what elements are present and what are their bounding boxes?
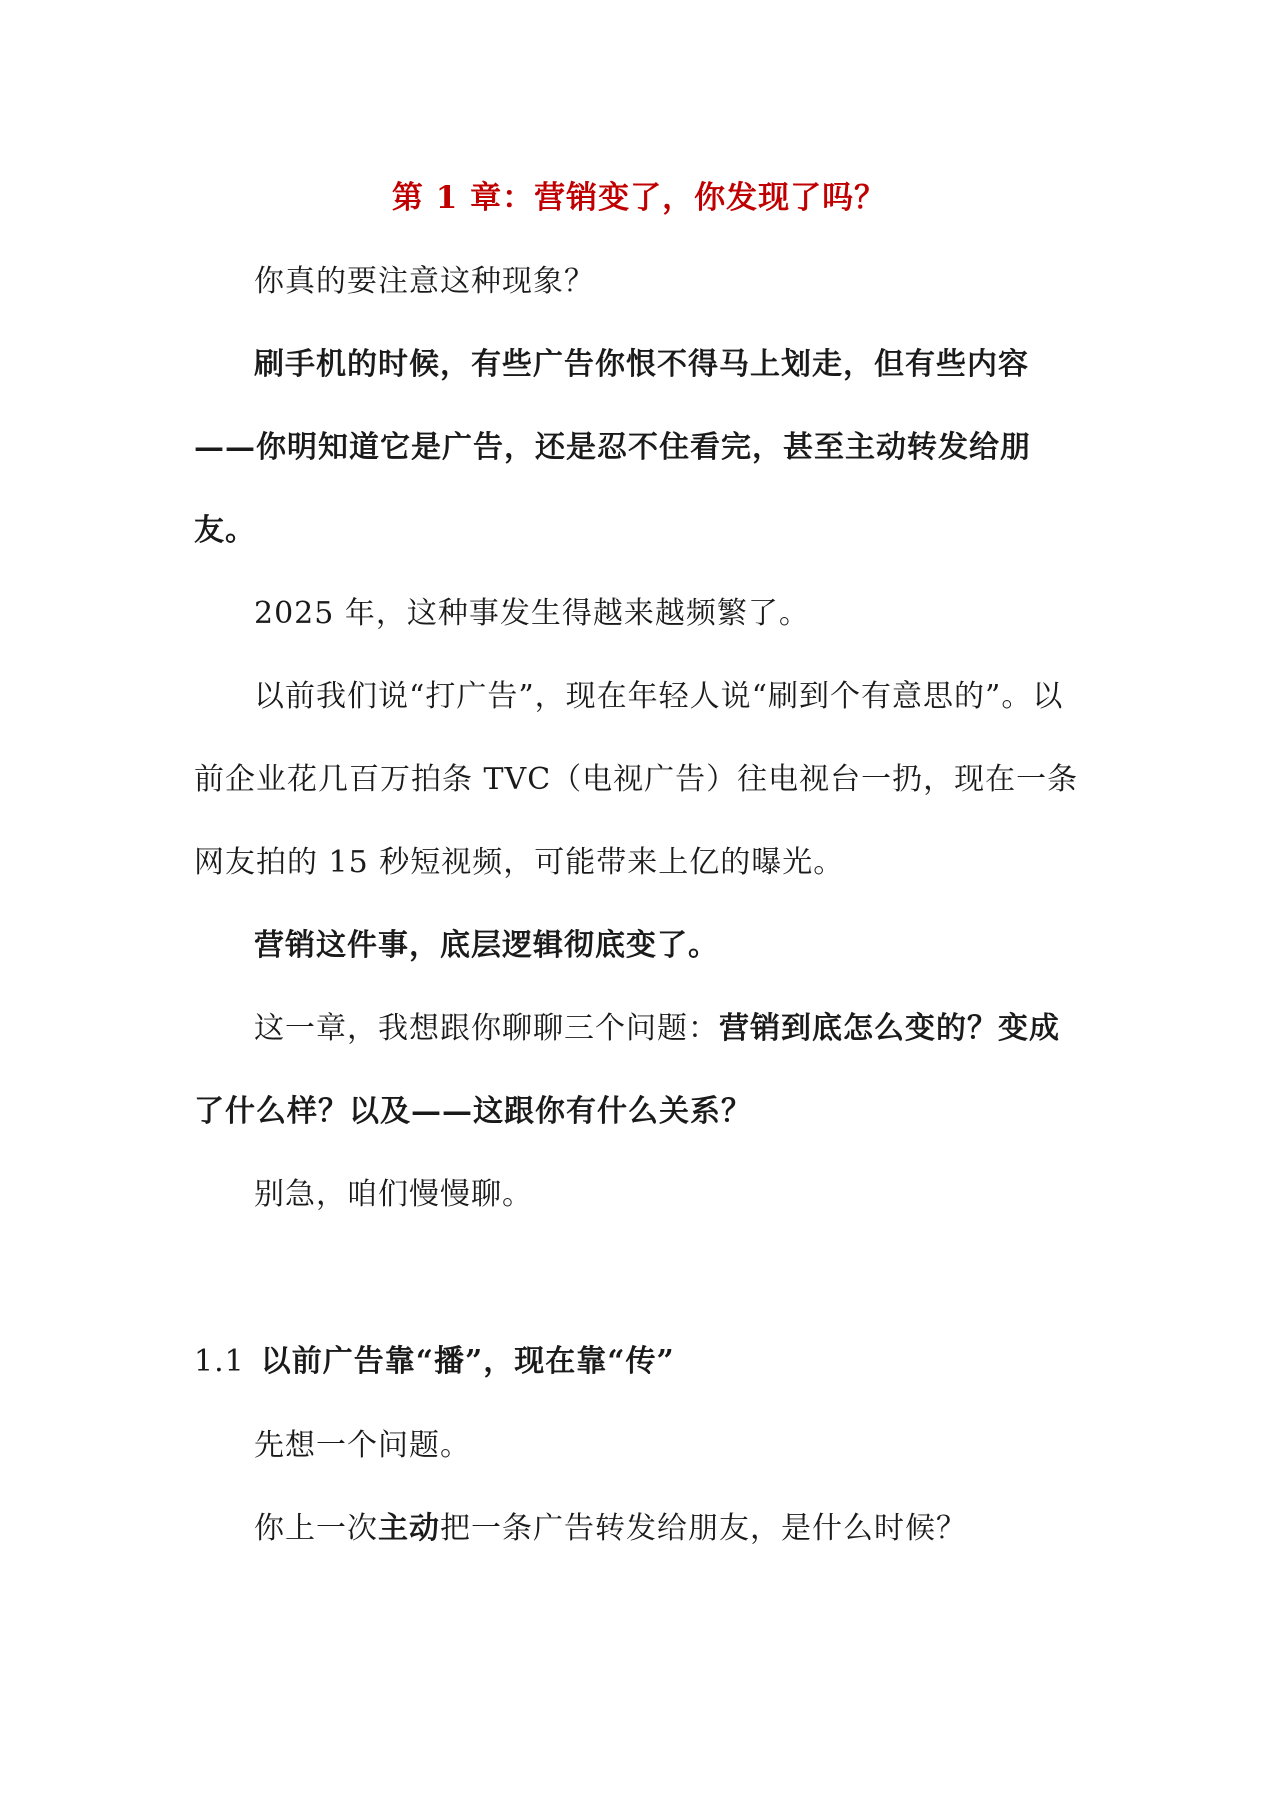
three-questions-lead: 这一章，我想跟你聊聊三个问题： <box>254 1011 719 1046</box>
paragraph-ads-scrolling: 刷手机的时候，有些广告你恨不得马上划走，但有些内容——你明知道它是广告，还是忍不住看完，甚至主动转发给朋友。 <box>194 347 1031 548</box>
last-share-bold: 主动 <box>378 1511 440 1546</box>
paragraph-2025: 2025 年，这种事发生得越来越频繁了。 <box>254 596 810 631</box>
last-share-before: 你上一次 <box>254 1511 378 1546</box>
section-number: 1.1 <box>194 1344 245 1379</box>
paragraph-last-share <box>194 1487 1084 1570</box>
paragraph-three-questions <box>194 987 1084 1153</box>
paragraph-intro-question: 你真的要注意这种现象？ <box>254 264 595 299</box>
last-share-after: 把一条广告转发给朋友，是什么时候？ <box>440 1511 967 1546</box>
paragraph-think-question: 先想一个问题。 <box>254 1428 471 1463</box>
document-body <box>194 170 1084 1570</box>
paragraph-then-and-now: 以前我们说“打广告”，现在年轻人说“刷到个有意思的”。以前企业花几百万拍条 TVC（电视广告）往电视台一扔，现在一条网友拍的 15 秒短视频，可能带来上亿的曝光。 <box>194 679 1079 880</box>
paragraph-logic-changed: 营销这件事，底层逻辑彻底变了。 <box>254 928 719 963</box>
section-title: 以前广告靠“播”，现在靠“传” <box>260 1344 675 1379</box>
section-heading <box>194 1332 1084 1392</box>
paragraph-take-it-slow: 别急，咱们慢慢聊。 <box>254 1177 533 1212</box>
three-questions-bold: 营销到底怎么变的？变成了什么样？以及——这跟你有什么关系？ <box>194 1011 1060 1129</box>
section-spacer <box>194 1236 1084 1332</box>
chapter-title: 第 1 章：营销变了，你发现了吗？ <box>391 180 887 216</box>
